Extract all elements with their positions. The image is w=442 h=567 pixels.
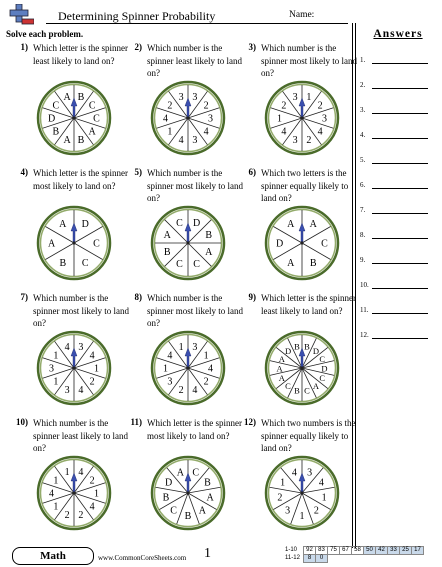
spinner [264, 205, 340, 281]
spinner-section-label: 3 [292, 92, 298, 104]
answer-blank[interactable] [360, 181, 434, 189]
spinner-section-label: 1 [203, 350, 209, 362]
score-row [284, 555, 424, 563]
spinner-section-label: B [205, 229, 213, 241]
spinner-hub [72, 116, 75, 119]
spinner-section-label: A [63, 92, 71, 104]
spinner-section-label: 1 [53, 501, 59, 513]
score-cell: 83 [316, 547, 328, 555]
answer-number: 9. [360, 256, 366, 264]
spinner-section-label: 3 [78, 342, 84, 354]
answer-number: 3. [360, 106, 366, 114]
answer-number: 10. [360, 281, 369, 289]
answer-number: 4. [360, 131, 366, 139]
spinner-section-label: A [176, 467, 184, 479]
spinner-hub [186, 366, 189, 369]
spinner-section-label: 1 [280, 477, 286, 489]
problem-question: Which number is the spinner least likely to land on? [33, 418, 128, 453]
score-cell: 75 [328, 547, 340, 555]
spinner-section-label: A [276, 363, 283, 374]
spinner-section-label: 1 [321, 492, 327, 504]
spinner-section-label: 2 [277, 492, 283, 504]
spinner-section-label: C [93, 113, 100, 125]
header-divider [46, 23, 348, 24]
answer-number: 11. [360, 306, 369, 314]
spinner-section-label: 1 [93, 363, 99, 375]
spinner [150, 205, 226, 281]
spinner-section-label: 3 [292, 134, 298, 146]
answer-line [372, 263, 428, 264]
spinner-section-label: D [192, 217, 201, 229]
spinner-hub [300, 491, 303, 494]
answers-title: Answers [373, 28, 423, 40]
spinner-section-label: C [319, 353, 326, 364]
spinner-section-label: 3 [178, 92, 184, 104]
problem-7 [6, 292, 129, 412]
answer-blank[interactable] [360, 106, 434, 114]
page-number: 1 [204, 546, 211, 561]
spinner-section-label: D [81, 219, 89, 231]
footer [8, 546, 436, 564]
score-cell: 50 [364, 547, 376, 555]
spinner-section-label: A [163, 229, 171, 241]
answer-blank[interactable] [360, 256, 434, 264]
spinner-hub [186, 116, 189, 119]
spinner-section-label: 4 [207, 363, 213, 375]
problem-1 [6, 42, 128, 162]
spinner-section-label: 3 [307, 467, 313, 479]
spinner-section-label: D [321, 363, 328, 374]
spinner-hub [186, 241, 189, 244]
site-logo [8, 4, 34, 26]
spinner-section-label: 2 [281, 100, 287, 112]
problem-number: 9) [248, 292, 256, 302]
spinner-section-label: 2 [317, 100, 323, 112]
problem-8 [120, 292, 243, 412]
spinner [264, 330, 340, 406]
problem-12 [234, 417, 356, 537]
problem-4 [6, 167, 128, 287]
problem-number: 5) [134, 167, 142, 177]
answer-blank[interactable] [360, 156, 434, 164]
spinner-section-label: B [294, 341, 300, 352]
spinner-section-label: 1 [53, 475, 59, 487]
spinner-hub [72, 241, 75, 244]
spinner-hub [186, 491, 189, 494]
spinner-section-label: 4 [78, 384, 84, 396]
spinner [150, 80, 226, 156]
spinner-section-label: 3 [207, 113, 213, 125]
spinner-section-label: C [93, 238, 100, 250]
score-cell: 17 [412, 547, 424, 555]
answer-blank[interactable] [360, 231, 434, 239]
score-cell: 92 [304, 547, 316, 555]
problem-number: 12) [244, 417, 256, 427]
spinner-section-label: 4 [49, 488, 55, 500]
spinner-section-label: A [47, 238, 56, 250]
spinner-section-label: B [163, 247, 171, 259]
answer-line [372, 138, 428, 139]
spinner [36, 205, 112, 281]
spinner-hub [72, 491, 75, 494]
spinner-hub [72, 366, 75, 369]
spinner-section-label: A [287, 219, 295, 231]
spinner-section-label: 4 [203, 126, 209, 138]
spinner-section-label: 1 [299, 510, 305, 522]
spinner-section-label: B [309, 257, 317, 269]
spinner-section-label: C [88, 100, 96, 112]
problem-number: 2) [134, 42, 142, 52]
spinner [264, 80, 340, 156]
problem-question: Which two letters is the spinner equally likely to land on? [261, 168, 349, 203]
spinner-section-label: 2 [313, 505, 319, 517]
problem-number: 3) [248, 42, 256, 52]
answer-blank[interactable] [360, 331, 434, 339]
score-cell: 33 [388, 547, 400, 555]
problem-number: 10) [16, 417, 28, 427]
spinner-section-label: B [52, 126, 60, 138]
score-cell: 8 [304, 555, 316, 563]
spinner-section-label: C [176, 259, 183, 271]
answer-number: 7. [360, 206, 366, 214]
spinner-section-label: 4 [167, 350, 173, 362]
spinner-section-label: 4 [78, 467, 84, 479]
spinner-section-label: 3 [167, 376, 173, 388]
spinner-section-label: 4 [317, 126, 323, 138]
problem-number: 8) [134, 292, 142, 302]
spinner-section-label: A [206, 492, 214, 504]
problem-number: 11) [130, 417, 142, 427]
score-range: 1-10 [285, 547, 298, 553]
spinner-section-label: A [278, 353, 285, 364]
problem-question: Which number is the spinner most likely to land on? [147, 293, 243, 328]
spinner-section-label: B [162, 492, 170, 504]
answer-line [372, 338, 428, 339]
spinner [150, 330, 226, 406]
spinner [36, 330, 112, 406]
problem-number: 7) [20, 292, 28, 302]
spinner-section-label: D [275, 238, 284, 250]
spinner-section-label: D [312, 345, 320, 356]
spinner-section-label: C [319, 373, 326, 384]
spinner-section-label: 4 [291, 467, 297, 479]
spinner-section-label: 2 [306, 134, 312, 146]
score-cell: 0 [316, 555, 328, 563]
spinner-section-label: C [176, 217, 183, 229]
spinner-section-label: 4 [89, 350, 95, 362]
spinner-section-label: D [47, 113, 56, 125]
answers-divider [352, 23, 353, 548]
spinner-section-label: 4 [64, 342, 70, 354]
spinner-section-label: 1 [53, 350, 59, 362]
spinner-section-label: 1 [178, 342, 184, 354]
answer-number: 8. [360, 231, 366, 239]
problem-question: Which number is the spinner most likely to land on? [261, 43, 357, 78]
spinner-section-label: 1 [64, 467, 70, 479]
spinner-section-label: 3 [49, 363, 55, 375]
problem-question: Which two numbers is the spinner equally likely to land on? [261, 418, 356, 453]
spinner-section-label: 2 [167, 100, 173, 112]
answer-line [372, 188, 428, 189]
spinner-hub [300, 241, 303, 244]
spinner-section-label: A [88, 126, 96, 138]
answer-number: 5. [360, 156, 366, 164]
spinner-section-label: A [312, 381, 320, 392]
answer-line [372, 313, 428, 314]
spinner-section-label: 3 [192, 92, 198, 104]
spinner-section-label: 1 [277, 113, 283, 125]
problem-2 [120, 42, 242, 162]
answer-line [372, 113, 428, 114]
spinner-section-label: 3 [192, 342, 198, 354]
spinner-section-label: 2 [178, 384, 184, 396]
spinner-section-label: 2 [78, 509, 84, 521]
answer-number: 2. [360, 81, 366, 89]
score-range: 11-12 [285, 555, 300, 561]
spinner-section-label: B [294, 385, 300, 396]
score-table [284, 546, 424, 563]
name-label: Name: [289, 10, 315, 20]
spinner-section-label: 1 [167, 126, 173, 138]
score-cell: 42 [376, 547, 388, 555]
spinner [36, 80, 112, 156]
score-cell: 67 [340, 547, 352, 555]
answer-line [372, 63, 428, 64]
problem-number: 6) [248, 167, 256, 177]
answer-blank[interactable] [360, 206, 434, 214]
spinner-section-label: B [304, 341, 310, 352]
answer-blank[interactable] [360, 281, 434, 289]
site-url: www.CommonCoreSheets.com [98, 554, 187, 562]
spinner [36, 455, 112, 531]
spinner-section-label: B [204, 477, 211, 489]
spinner [264, 455, 340, 531]
answer-blank[interactable] [360, 81, 434, 89]
worksheet-title: Determining Spinner Probability [58, 9, 216, 23]
spinner-section-label: 3 [321, 113, 327, 125]
subject-badge: Math [12, 547, 94, 565]
spinner-section-label: 2 [89, 475, 95, 487]
problem-6 [234, 167, 349, 287]
spinner-section-label: 4 [318, 477, 324, 489]
spinner-section-label: 3 [64, 384, 70, 396]
problem-question: Which number is the spinner most likely to land on? [147, 168, 243, 203]
spinner-section-label: B [59, 257, 67, 269]
answer-blank[interactable] [360, 306, 434, 314]
problem-number: 4) [20, 167, 28, 177]
problem-question: Which number is the spinner most likely to land on? [33, 293, 129, 328]
spinner [150, 455, 226, 531]
spinner-section-label: 4 [163, 113, 169, 125]
spinner-section-label: C [285, 381, 291, 392]
answer-line [372, 163, 428, 164]
spinner-section-label: 2 [64, 509, 70, 521]
spinner-section-label: 3 [285, 505, 291, 517]
problem-question: Which letter is the spinner most likely to land on? [147, 418, 242, 441]
spinner-section-label: A [278, 373, 285, 384]
spinner-section-label: D [164, 477, 173, 489]
score-row [284, 547, 424, 555]
answer-line [372, 238, 428, 239]
problem-question: Which letter is the spinner most likely to land on? [33, 168, 128, 191]
answer-line [372, 213, 428, 214]
spinner-section-label: 1 [306, 92, 312, 104]
spinner-hub [300, 366, 303, 369]
spinner-section-label: C [304, 385, 310, 396]
spinner-section-label: A [205, 247, 213, 259]
problem-question: Which number is the spinner least likely to land on? [147, 43, 242, 78]
score-cell: 58 [352, 547, 364, 555]
problem-number: 1) [20, 42, 28, 52]
spinner-section-label: B [77, 92, 85, 104]
problem-question: Which letter is the spinner least likely to land on? [261, 293, 356, 316]
spinner-section-label: A [63, 134, 71, 146]
problem-9 [234, 292, 356, 412]
spinner-section-label: C [52, 100, 60, 112]
problem-question: Which letter is the spinner least likely to land on? [33, 43, 128, 66]
spinner-section-label: A [309, 219, 317, 231]
answer-number: 12. [360, 331, 369, 339]
spinner-section-label: C [321, 238, 328, 250]
answer-line [372, 288, 428, 289]
spinner-section-label: 4 [89, 501, 95, 513]
spinner-section-label: 2 [89, 376, 95, 388]
spinner-section-label: C [193, 259, 200, 271]
score-cell: 25 [400, 547, 412, 555]
instructions: Solve each problem. [6, 29, 84, 39]
problem-3 [234, 42, 357, 162]
spinner-section-label: C [192, 467, 200, 479]
spinner-section-label: 4 [281, 126, 287, 138]
spinner-section-label: A [287, 257, 295, 269]
problem-11 [120, 417, 242, 537]
answer-number: 6. [360, 181, 366, 189]
spinner-section-label: 1 [93, 488, 99, 500]
spinner-section-label: 2 [203, 100, 209, 112]
problem-10 [6, 417, 128, 537]
answer-blank[interactable] [360, 131, 434, 139]
answer-number: 1. [360, 56, 366, 64]
spinner-section-label: A [59, 219, 67, 231]
spinner-section-label: C [170, 505, 177, 517]
spinner-section-label: 2 [203, 376, 209, 388]
answer-line [372, 88, 428, 89]
spinner-section-label: 4 [178, 134, 184, 146]
spinner-section-label: D [284, 345, 292, 356]
spinner-section-label: B [77, 134, 85, 146]
spinner-section-label: B [184, 510, 192, 522]
spinner-section-label: C [81, 257, 89, 269]
answers-divider-inner [355, 23, 356, 548]
spinner-section-label: 3 [192, 134, 198, 146]
spinner-section-label: 1 [53, 376, 59, 388]
spinner-section-label: A [198, 505, 207, 517]
problem-5 [120, 167, 243, 287]
spinner-hub [300, 116, 303, 119]
answer-blank[interactable] [360, 56, 434, 64]
spinner-section-label: 4 [192, 384, 198, 396]
spinner-section-label: 1 [163, 363, 169, 375]
